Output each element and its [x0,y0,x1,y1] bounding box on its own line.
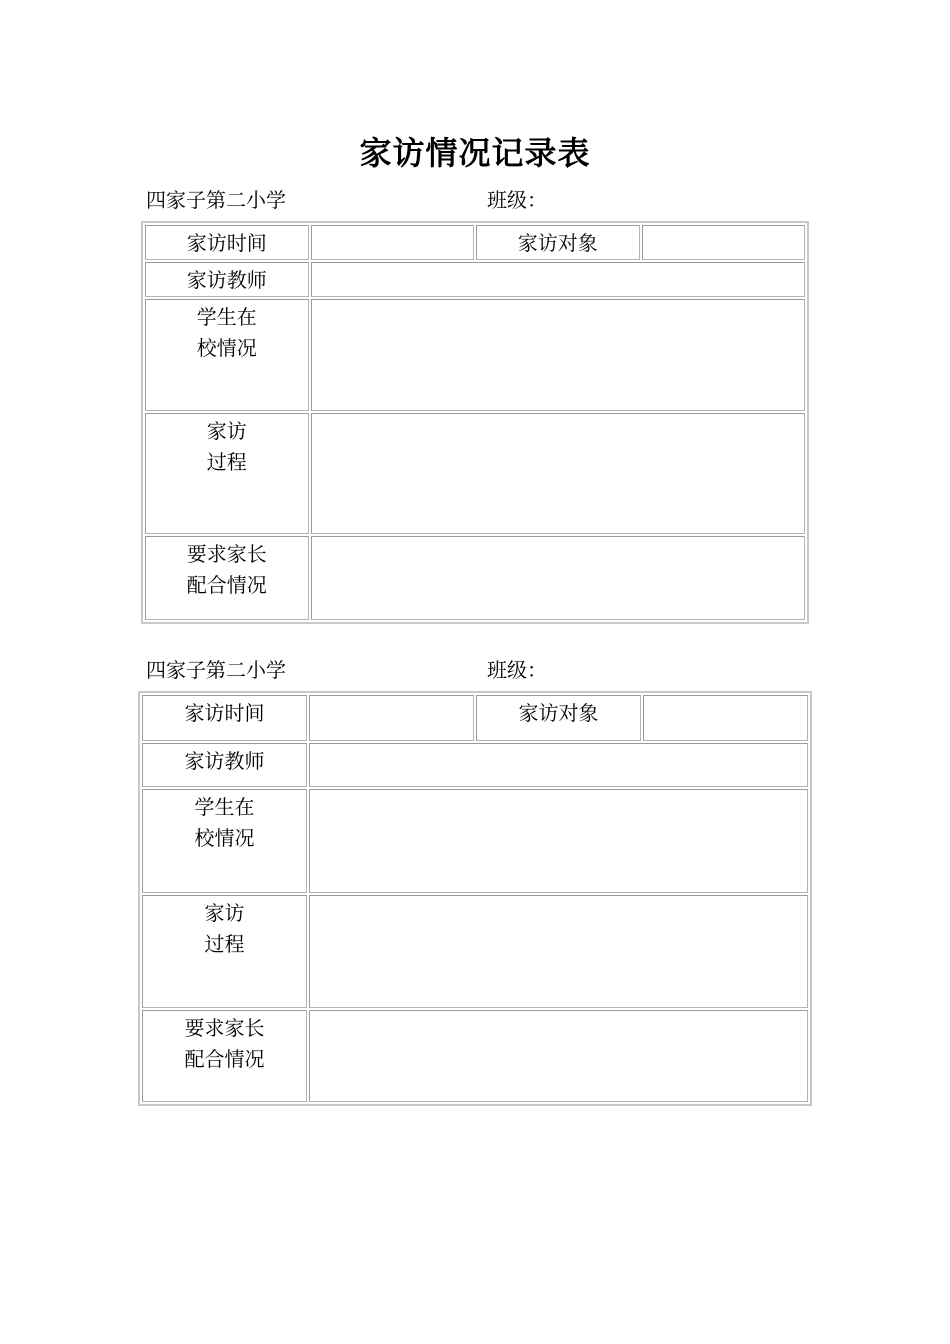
parent-cooperation-field[interactable] [309,1010,808,1102]
parent-cooperation-label [145,536,309,620]
school-name-2: 四家子第二小学 [146,658,286,682]
visit-process-label [145,413,309,534]
school-status-label [142,789,307,893]
visit-target-field[interactable] [642,225,806,260]
school-status-field[interactable] [309,789,808,893]
visit-teacher-label: 家访教师 [145,262,309,297]
school-status-label-line-1: 学生在 [196,305,257,329]
visit-teacher-label: 家访教师 [142,743,307,787]
parent-cooperation-label-line-2: 配合情况 [186,573,267,597]
parent-cooperation-label [142,1010,307,1102]
visit-record-table-1 [141,221,809,624]
parent-cooperation-label-line-1: 要求家长 [186,542,267,566]
class-label-2: 班级： [487,658,547,682]
school-status-field[interactable] [311,299,806,411]
visit-time-field[interactable] [309,695,474,741]
visit-teacher-field[interactable] [309,743,808,787]
school-status-label-line-2: 校情况 [194,826,255,850]
visit-time-label: 家访时间 [145,225,309,260]
visit-target-label: 家访对象 [476,225,640,260]
school-name-1: 四家子第二小学 [146,188,286,212]
visit-process-label [142,895,307,1008]
visit-process-field[interactable] [311,413,806,534]
visit-process-label-line-2: 过程 [204,932,245,956]
visit-record-table-2 [138,691,812,1106]
visit-process-label-line-1: 家访 [206,419,247,443]
school-status-label [145,299,309,411]
visit-process-label-line-2: 过程 [206,450,247,474]
visit-teacher-field[interactable] [311,262,806,297]
class-label-1: 班级： [487,188,547,212]
school-status-label-line-1: 学生在 [194,795,255,819]
school-status-label-line-2: 校情况 [196,336,257,360]
visit-process-label-line-1: 家访 [204,901,245,925]
parent-cooperation-label-line-1: 要求家长 [184,1016,265,1040]
visit-process-field[interactable] [309,895,808,1008]
visit-target-label: 家访对象 [476,695,641,741]
visit-time-field[interactable] [311,225,475,260]
page-title: 家访情况记录表 [359,134,591,172]
parent-cooperation-field[interactable] [311,536,806,620]
visit-target-field[interactable] [643,695,808,741]
parent-cooperation-label-line-2: 配合情况 [184,1047,265,1071]
visit-time-label: 家访时间 [142,695,307,741]
